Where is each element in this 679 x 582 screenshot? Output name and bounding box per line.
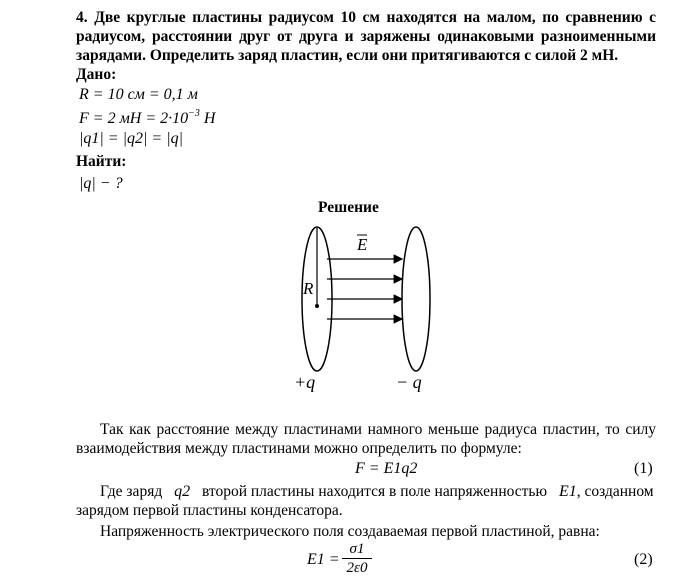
solution-paragraph-2: Где заряд q2 второй пластины находится в поле напряженностью E1, созданном: [100, 483, 654, 500]
solution-paragraph-3: Напряженность электрического поля создаваемая первой пластиной, равна:: [100, 523, 600, 540]
formula-2-fraction: [342, 540, 372, 577]
equation-1-number: (1): [634, 460, 653, 477]
solution-heading: Решение: [318, 199, 379, 216]
given-charges: |q1| = |q2| = |q|: [79, 130, 183, 147]
problem-text: Две круглые пластины радиусом 10 см находятся на малом, по сравнению с радиусом, расстоянии друг от друга и заряжены одинаковыми разноименными зарядами. Определить заряд пластин, если они притягиваются с силой 2 мН.: [76, 9, 657, 64]
given-radius: R = 10 см = 0,1 м: [79, 86, 198, 103]
symbol-e1: E1: [558, 483, 577, 500]
left-charge-label: +q: [294, 372, 316, 392]
equation-2-number: (2): [634, 551, 653, 568]
solution-paragraph-1: Так как расстояние между пластинами намного меньше радиуса пластин, то силу взаимодействия между пластинами можно определить по формуле:: [76, 421, 656, 457]
formula-2-lhs: E1 =: [307, 551, 340, 568]
center-dot: [315, 304, 319, 308]
right-plate: [402, 227, 430, 371]
radius-label: R: [303, 279, 314, 298]
formula-2-denominator: 2ε0: [346, 560, 368, 576]
find-value: |q| − ?: [79, 175, 123, 192]
find-heading: Найти:: [76, 153, 127, 170]
formula-1: F = E1q2: [355, 460, 418, 477]
problem-number: 4.: [76, 9, 88, 26]
given-force: F = 2 мН = $2\cdot 10^{-3}$ Н: [79, 108, 216, 127]
right-charge-label: − q: [396, 372, 422, 392]
capacitor-diagram: [270, 220, 450, 400]
solution-paragraph-2-end: зарядом первой пластины конденсатора.: [76, 502, 343, 519]
field-label: E: [357, 235, 368, 254]
formula-2-numerator: σ1: [342, 540, 372, 559]
problem-statement: [76, 8, 656, 65]
given-heading: Дано:: [76, 66, 117, 83]
symbol-q2: q2: [174, 483, 191, 500]
